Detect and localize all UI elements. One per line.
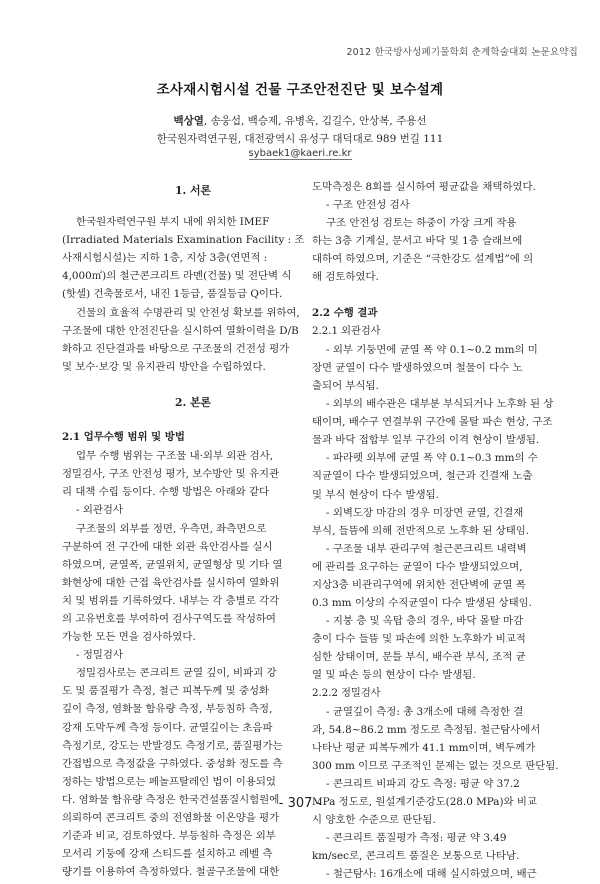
text-line: 간접법으로 측정값을 구하였다. 중성화 정도를 측 [62,757,283,770]
intro-paragraph [62,213,324,376]
subsection-heading-2-2-2: 2.2.2 정밀검사 [312,687,381,699]
page-number: - 307 - [278,796,322,811]
text-line: (핫셀) 건축물로서, 내진 1등급, 품질등급 Q이다. [62,288,283,301]
text-line: 기준과 비교, 검토하였다. 부등침하 측정은 외부 [62,830,276,843]
email-link[interactable]: sybaek1@kaeri.re.kr [248,148,352,159]
text-line: 의뢰하여 콘크리트 중의 전염화물 이온양을 평가 [62,812,280,824]
text-line: 도 및 품질평가 측정, 철근 피복두께 및 중성화 [62,685,270,698]
text-line: 4,000㎡)의 철근콘크리트 라멘(건물) 및 전단벽 식 [62,270,292,283]
journal-header: 2012 한국방사성폐기물학회 춘계학술대회 논문요약집 [346,47,578,58]
text-line: 정밀검사로는 콘크리트 균열 깊이, 비파괴 강 [76,667,277,680]
text-line: 한국원자력연구원 부지 내에 위치한 IMEF [76,216,270,229]
text-line: 층이 다수 들뜸 및 파손에 의한 노후화가 비교적 [312,633,526,646]
text-line: 및 부식 현상이 다수 발생됨. [312,488,439,501]
text-line: - 철근탐사: 16개소에 대해 실시하였으며, 배근 [326,868,537,881]
text-line: 리 대책 수립 등이다. 수행 방법은 아래와 같다 [62,486,270,499]
text-line: 나타난 평균 피복두께가 41.1 mm이며, 벽두께가 [312,741,536,754]
text-line: 정밀검사, 구조 안전성 평가, 보수방안 및 유지관 [62,468,280,481]
text-line: 태이며, 배수구 연결부위 구간에 몰탈 파손 현상, 구조 [312,416,553,429]
item-heading: - 외관검사 [76,504,123,517]
text-line: (Irradiated Materials Examination Facility : 조 [62,234,305,247]
text-line: 부식, 들뜸에 의해 전반적으로 노후화 된 상태임. [312,524,530,537]
first-author: 백상열 [173,115,204,127]
section-heading-body: 2. 본론 [175,395,211,409]
text-line: 깊이 측정, 염화물 함유량 측정, 부등침하 측정, [62,703,273,716]
text-line: 강재 도막두께 측정 등이다. 균열깊이는 초음파 [62,721,273,734]
text-line: 치 및 범위를 기록하였다. 내부는 각 층별로 각각 [62,594,280,607]
text-line: 300 mm 이므로 구조적인 문제는 없는 것으로 판단됨. [312,759,559,772]
text-line: - 외부 기둥면에 균열 폭 약 0.1~0.2 mm의 미 [326,343,538,356]
co-authors: , 송웅섭, 백승제, 유병옥, 김길수, 안상복, 주용선 [203,115,427,127]
text-line: 의 고유번호를 부여하여 검사구역도를 작성하여 [62,612,276,625]
text-line: - 파라펫 외부에 균열 폭 약 0.1~0.3 mm의 수 [326,452,538,465]
continuation-paragraph [312,178,574,287]
text-line: 구분하여 전 구간에 대한 외관 육안검사를 실시 [62,540,273,553]
text-line: 정하는 방법으로는 페놀프탈레인 법이 이용되었 [62,775,276,788]
subsection-heading-2-2-1: 2.2.1 외관검사 [312,325,381,337]
text-line: 모서리 기둥에 강재 스티드를 설치하고 레벨 측 [62,848,273,861]
text-line: 화하고 진단결과를 바탕으로 구조물의 건전성 평가 [62,342,290,355]
text-line: 하였으며, 균열폭, 균열위치, 균열형상 및 기타 열 [62,558,283,571]
text-line: 도막측정은 8회를 실시하여 평균값을 채택하였다. [312,181,536,193]
text-line: 심한 상태이며, 문틀 부식, 배수관 부식, 조적 균 [312,651,526,664]
text-line: 측정기로, 강도는 반발경도 측정기로, 품질평가는 [62,739,283,752]
text-line: 해 검토하였다. [312,271,379,284]
text-line: 구조물의 외부를 정면, 우측면, 좌측면으로 [76,522,267,535]
text-line: 출되어 부식됨. [312,379,379,392]
text-line: - 콘크리트 비파괴 강도 측정: 평균 약 37.2 [326,778,520,790]
text-line: 열 및 파손 등의 현상이 다수 발생됨. [312,669,476,682]
section-heading-intro: 1. 서론 [175,184,211,197]
text-line: 0.3 mm 이상의 수직균열이 다수 발생된 상태임. [312,597,532,610]
text-line: 물과 바닥 접합부 일부 구간의 이격 현상이 발생됨. [312,434,540,447]
text-line: 직균열이 다수 발생되었으며, 철근과 긴결재 노출 [312,470,533,483]
subsection-heading-2-1: 2.1 업무수행 범위 및 방법 [62,431,185,444]
text-line: km/sec로, 콘크리트 품질은 보통으로 나타남. [312,850,520,863]
visual-inspection-results [312,341,574,685]
item-heading: - 정밀검사 [76,649,123,662]
text-line: 시 양호한 수준으로 판단됨. [312,814,436,827]
text-line: 과, 54.8~86.2 mm 정도로 측정됨. 철근탐사에서 [312,723,541,736]
left-column [62,178,324,881]
authors [0,113,600,128]
text-line: 및 보수·보강 및 유지관리 방안을 수립하였다. [62,360,266,373]
text-line: 건물의 효율적 수명관리 및 안전성 확보를 위하여, [76,306,300,319]
text-line: 량기를 이용하여 측정하였다. 철골구조물에 대한 [62,866,280,879]
text-line: 지상3층 비관리구역에 위치한 전단벽에 균열 폭 [312,578,526,591]
text-line: 사재시험시설)는 지하 1층, 지상 3층(연면적 : [62,252,268,265]
scope-paragraph [62,447,324,881]
text-line: MPa 정도로, 원설계기준강도(28.0 MPa)와 비교 [312,796,537,809]
subsection-heading-2-2: 2.2 수행 결과 [312,306,378,319]
text-line: - 구조물 내부 관리구역 철근콘크리트 내력벽 [326,542,527,555]
text-line: 화현상에 대한 근접 육안검사를 실시하여 열화위 [62,576,280,589]
paper-title: 조사재시험시설 건물 구조안전진단 및 보수설계 [156,82,444,98]
text-line: 가능한 모든 면을 검사하였다. [62,631,196,644]
text-line: 구조 안전성 검토는 하중이 가장 크게 작용 [326,217,517,230]
text-line: 대하여 하였으며, 기준은 “극한강도 설계법”에 의 [312,253,534,266]
text-line: 다. 염화물 함유량 측정은 한국건설품질시험원에 [62,793,280,806]
text-line: - 콘크리트 품질평가 측정: 평균 약 3.49 [326,832,507,845]
text-line: - 지붕 층 및 옥탑 층의 경우, 바닥 몰탈 마감 [326,615,524,628]
text-line: 에 관리를 요구하는 균열이 다수 발생되었으며, [312,560,523,573]
text-line: 구조물에 대한 안전진단을 실시하여 열화이력을 D/B [62,324,299,337]
item-heading: - 구조 안전성 검사 [326,199,410,212]
right-column [312,178,574,884]
text-line: 업무 수행 범위는 구조물 내·외부 외관 검사, [76,450,274,463]
text-line: 하는 3층 기계실, 문서고 바닥 및 1층 슬래브에 [312,235,523,248]
text-line: 장면 균열이 다수 발생하였으며 철물이 다수 노 [312,361,523,374]
text-line: - 외벽도장 마감의 경우 미장면 균열, 긴결재 [326,506,524,519]
detailed-inspection-results [312,703,574,884]
affiliation: 한국원자력연구원, 대전광역시 유성구 대덕대로 989 번길 111 [156,133,444,145]
text-line: - 균열깊이 측정: 총 3개소에 대해 측정한 결 [326,705,524,718]
text-line: - 외부의 배수관은 대부분 부식되거나 노후화 된 상 [326,398,554,411]
email-line [0,148,600,159]
